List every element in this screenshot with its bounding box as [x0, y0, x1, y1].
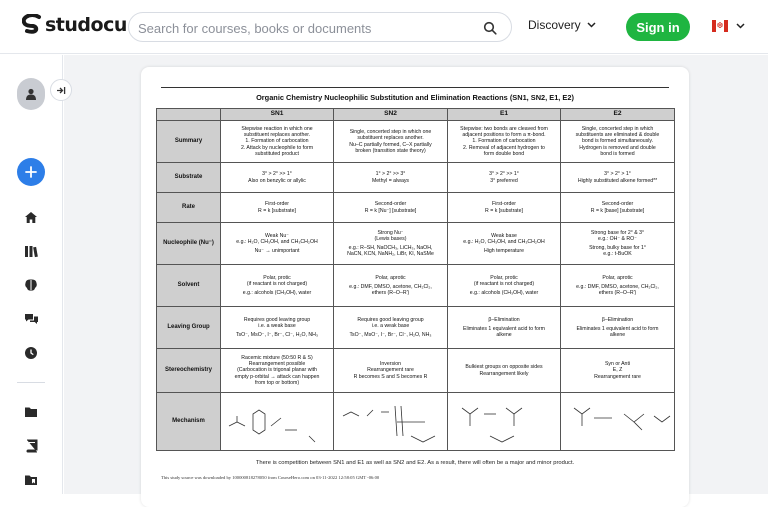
mechanism-stroke: [395, 406, 397, 436]
cell-line: TsO⁻, MsO⁻, I⁻, Br⁻, Cl⁻, H₂O, NH₃: [235, 332, 319, 339]
cell-line: 3° > 2° >> 1°: [262, 171, 292, 178]
cell-line: Rearrangement rare: [594, 373, 641, 380]
cell-line: 1. Formation of carbocation: [245, 138, 309, 145]
table-row: [157, 163, 675, 193]
home-icon: [24, 211, 38, 224]
cell-line: alkene: [496, 332, 512, 339]
row-header: Nucleophile (Nu⁻): [157, 223, 221, 265]
cell-line: Inversion: [379, 361, 402, 368]
table-row: [157, 393, 675, 451]
table-cell: [334, 193, 448, 223]
row-header: Stereochemistry: [157, 349, 221, 393]
mechanism-stroke: [634, 422, 642, 430]
cell-line: Nu⁻ → unimportant: [254, 248, 300, 255]
expand-sidebar-icon: [56, 86, 66, 95]
row-header: Rate: [157, 193, 221, 223]
clock-icon: [24, 346, 38, 360]
table-cell: [221, 121, 334, 163]
mechanism-cell: [221, 393, 334, 451]
cell-line: Rearrangement possible: [248, 361, 306, 368]
mechanism-stroke: [490, 436, 514, 442]
cell-line: e.g.: t-BuOK: [603, 251, 632, 258]
saved-folder-icon: [24, 474, 38, 486]
table-cell: [334, 307, 448, 349]
mechanism-diagram: [450, 396, 558, 448]
left-sidebar: [0, 55, 63, 494]
row-header: Summary: [157, 121, 221, 163]
cell-line: Highly substituted alkene formed**: [577, 177, 658, 184]
mechanism-stroke: [229, 422, 245, 426]
cell-line: TsO⁻, MsO⁻, I⁻, Br⁻, Cl⁻, H₂O, NH₃: [349, 332, 432, 339]
table-cell: [334, 349, 448, 393]
table-row: [157, 265, 675, 307]
cell-line: (Carbocation is trigonal planar with: [237, 367, 317, 374]
cell-line: e.g.: alcohols (CH₃OH), water: [469, 290, 539, 297]
cell-line: i.e. a weak base: [371, 322, 410, 329]
mechanism-stroke: [411, 436, 435, 442]
cell-line: adjacent positions to form a π-bond.: [462, 132, 546, 139]
table-cell: [221, 349, 334, 393]
cell-line: form double bond: [483, 150, 525, 157]
cell-line: ethers (R–O–R'): [371, 290, 410, 297]
cell-line: First-order: [492, 201, 516, 208]
document-page: [141, 67, 689, 507]
row-header: Leaving Group: [157, 307, 221, 349]
cell-line: Second-order: [601, 201, 634, 208]
book-icon: [25, 439, 38, 453]
logo-text: studocu: [45, 14, 127, 36]
cell-line: NaCN, KCN, NaNH₂, LiBr, KI, NaSMe: [347, 251, 434, 258]
cell-line: Stepwise: two bonds are cleaved from: [460, 125, 548, 132]
title-rule: [161, 87, 669, 88]
cell-line: 3° preferred: [490, 177, 518, 184]
table-cell: [221, 193, 334, 223]
table-cell: [561, 265, 675, 307]
cell-line: R = k [base] [substrate]: [590, 207, 645, 214]
table-cell: [334, 163, 448, 193]
table-cell: [448, 163, 561, 193]
cell-line: Bulkiest groups on opposite sides: [465, 364, 543, 371]
cell-line: 1. Formation of carbocation: [472, 138, 536, 145]
mechanism-stroke: [343, 412, 359, 416]
cell-line: Second-order: [374, 201, 407, 208]
cell-line: empty p-orbital → attack can happen: [234, 373, 320, 380]
reaction-comparison-table: [156, 108, 675, 451]
mechanism-stroke: [506, 408, 522, 414]
cell-line: β–Elimination: [601, 316, 634, 323]
cell-line: alkene: [609, 332, 626, 339]
cell-line: Polar, protic: [490, 274, 518, 281]
mechanism-stroke: [624, 414, 644, 422]
ai-notes-nav-item[interactable]: [23, 277, 39, 293]
mechanism-diagram: [223, 396, 331, 448]
user-icon: [25, 88, 37, 100]
cell-line: substituted product: [255, 150, 299, 157]
table-cell: [561, 307, 675, 349]
cell-line: (if reactant is not charged): [473, 280, 535, 287]
discovery-label: Discovery: [528, 18, 581, 32]
sign-in-button[interactable]: Sign in: [626, 13, 690, 41]
mechanism-stroke: [309, 436, 315, 442]
column-header: [157, 109, 221, 121]
mechanism-stroke: [401, 406, 403, 436]
cell-line: e.g.: alcohols (CH₃OH), water: [242, 290, 312, 297]
cell-line: Weak Nu⁻: [265, 232, 289, 239]
brain-icon: [24, 278, 38, 292]
cell-line: e.g.: DMF, DMSO, acetone, CH₂Cl₂,: [576, 283, 659, 290]
search-input[interactable]: [138, 18, 468, 38]
cell-line: e.g.: DMF, DMSO, acetone, CH₂Cl₂,: [349, 283, 432, 290]
table-cell: [448, 121, 561, 163]
cell-line: β–Elimination: [488, 316, 520, 323]
top-navigation-bar: [0, 0, 768, 54]
document-viewer[interactable]: [64, 55, 768, 494]
mechanism-stroke: [462, 408, 478, 414]
table-cell: [561, 223, 675, 265]
cell-line: i.e. a weak base: [258, 322, 296, 329]
library-icon: [24, 244, 38, 258]
saved-folder-nav-item[interactable]: [23, 472, 39, 488]
mechanism-cell: [448, 393, 561, 451]
cell-line: (Lewis bases): [374, 235, 407, 242]
cell-line: Requires good leaving group: [243, 316, 311, 323]
table-cell: [561, 163, 675, 193]
table-cell: [561, 193, 675, 223]
column-header: E2: [561, 109, 675, 121]
cell-line: 1° > 2° >> 3°: [375, 171, 406, 178]
cell-line: Weak base: [491, 232, 517, 239]
cell-line: e.g.: R–SH, NaOCH₃, LiCH₃, NaOH,: [348, 245, 433, 251]
cell-line: e.g.: H₂O, CH₃OH, and CH₃CH₂OH: [463, 238, 545, 245]
create-button[interactable]: [17, 158, 45, 186]
cell-line: 3° > 2° > 1°: [604, 171, 631, 178]
column-header: E1: [448, 109, 561, 121]
cell-line: 2. Removal of adjacent hydrogen to: [463, 144, 545, 151]
row-header: Substrate: [157, 163, 221, 193]
chevron-down-icon: [587, 22, 596, 28]
table-cell: [221, 163, 334, 193]
folder-icon: [24, 406, 38, 418]
book-nav-item[interactable]: [23, 438, 39, 454]
cell-line: 2. Attack by nucleophile to form: [240, 144, 314, 151]
cell-line: substituent replaces another.: [357, 135, 424, 142]
cell-line: substituent replaces another.: [243, 132, 311, 139]
cell-line: First-order: [265, 201, 289, 208]
library-nav-item[interactable]: [23, 243, 39, 259]
table-cell: [334, 265, 448, 307]
competition-note: There is competition between SN1 and E1 as well as SN2 and E2. As a result, there will often be a major and minor product.: [255, 460, 575, 466]
cell-line: Methyl = always: [371, 177, 410, 184]
table-cell: [448, 193, 561, 223]
download-footer: This study source was downloaded by 100000818278050 from CourseHero.com on 03-11-2022 12:58:05 GMT -06:00: [161, 475, 380, 480]
cell-line: bond is formed: [600, 150, 635, 157]
plus-icon: [25, 166, 37, 178]
search-icon[interactable]: [483, 21, 497, 35]
document-title: Organic Chemistry Nucleophilic Substitution and Elimination Reactions (SN1, SN2, E1, E2): [256, 93, 574, 102]
cell-line: Polar, protic: [263, 274, 291, 281]
table-row: [157, 223, 675, 265]
mechanism-stroke: [271, 418, 281, 426]
cell-line: 3° > 2° >> 1°: [489, 171, 519, 178]
table-cell: [448, 307, 561, 349]
cell-line: R becomes S and S becomes R: [353, 373, 428, 380]
cell-line: Syn or Anti: [604, 361, 631, 368]
cell-line: Racemic mixture (50:50 R & S): [241, 354, 313, 361]
column-header: SN2: [334, 109, 448, 121]
canada-flag-icon: ❆: [712, 20, 728, 32]
mechanism-diagram: [564, 396, 672, 448]
table-cell: [448, 265, 561, 307]
discovery-dropdown[interactable]: [528, 18, 596, 32]
cell-line: Single, concerted step in which: [581, 125, 654, 132]
table-row: [157, 121, 675, 163]
cell-line: broken (transition state theory): [355, 147, 426, 154]
cell-line: Nu–C partially formed, C–X partially: [349, 141, 432, 148]
cell-line: R = k [Nu⁻] [substrate]: [364, 207, 417, 214]
mechanism-cell: [561, 393, 675, 451]
sidebar-divider: [17, 382, 45, 383]
cell-line: Stepwise reaction in which one: [241, 125, 313, 132]
cell-line: substituents are eliminated & double: [575, 132, 660, 139]
table-cell: [221, 265, 334, 307]
home-nav-item[interactable]: [23, 209, 39, 225]
table-header-row: [157, 109, 675, 121]
cell-line: Rearrangement rare: [367, 367, 414, 374]
table-cell: [448, 223, 561, 265]
recent-nav-item[interactable]: [23, 345, 39, 361]
cell-line: High temperature: [483, 248, 525, 255]
cell-line: Hydrogen is removed and double: [579, 144, 656, 151]
table-cell: [561, 349, 675, 393]
cell-line: ethers (R–O–R'): [598, 290, 637, 297]
avatar[interactable]: [17, 78, 45, 110]
cell-line: Eliminates 1 equivalent acid to form: [576, 325, 659, 332]
table-row: [157, 349, 675, 393]
table-cell: [334, 223, 448, 265]
row-header: Mechanism: [157, 393, 221, 451]
mechanism-stroke: [367, 410, 373, 416]
cell-line: e.g.: H₂O, CH₃OH, and CH₃CH₂OH: [236, 238, 318, 245]
cell-line: (if reactant is not charged): [246, 280, 308, 287]
search-bar[interactable]: [128, 12, 512, 42]
table-cell: [448, 349, 561, 393]
studocu-logo-icon: [22, 14, 42, 36]
table-cell: [561, 121, 675, 163]
table-row: [157, 193, 675, 223]
cell-line: Rearrangement likely: [479, 370, 529, 377]
cell-line: Polar, aprotic: [375, 274, 406, 281]
cell-line: Single, concerted step in which one: [349, 129, 432, 136]
cell-line: bond is formed simultaneously.: [581, 138, 654, 145]
mechanism-diagram: [337, 396, 445, 448]
table-cell: [221, 223, 334, 265]
folder-nav-item[interactable]: [23, 404, 39, 420]
studocu-logo[interactable]: [22, 14, 127, 36]
cell-line: Eliminates 1 equivalent acid to form: [463, 325, 545, 332]
row-header: Solvent: [157, 265, 221, 307]
chat-icon: [24, 312, 39, 326]
cell-line: R = k [substrate]: [485, 207, 523, 214]
chevron-down-icon: [736, 23, 745, 29]
cell-line: Strong base for 2° & 3°: [590, 229, 645, 236]
cell-line: Also on benzylic or allylic: [248, 177, 306, 184]
mechanism-stroke: [574, 408, 590, 414]
cell-line: from top or bottom): [254, 379, 300, 386]
table-cell: [221, 307, 334, 349]
table-cell: [334, 121, 448, 163]
mechanism-stroke: [253, 410, 265, 434]
cell-line: Strong, bulky base for 1°: [589, 245, 646, 251]
cell-line: Polar, aprotic: [602, 274, 633, 281]
cell-line: e.g.: OH⁻ & RO⁻: [598, 235, 637, 242]
mechanism-stroke: [654, 416, 670, 422]
cell-line: E, Z: [612, 367, 623, 374]
cell-line: Strong Nu⁻: [377, 229, 404, 236]
questions-nav-item[interactable]: [23, 311, 39, 327]
country-selector[interactable]: [712, 20, 745, 32]
table-row: [157, 307, 675, 349]
mechanism-cell: [334, 393, 448, 451]
expand-sidebar-button[interactable]: [50, 79, 72, 101]
cell-line: Requires good leaving group: [357, 316, 424, 323]
column-header: SN1: [221, 109, 334, 121]
cell-line: R = k [substrate]: [258, 207, 296, 214]
